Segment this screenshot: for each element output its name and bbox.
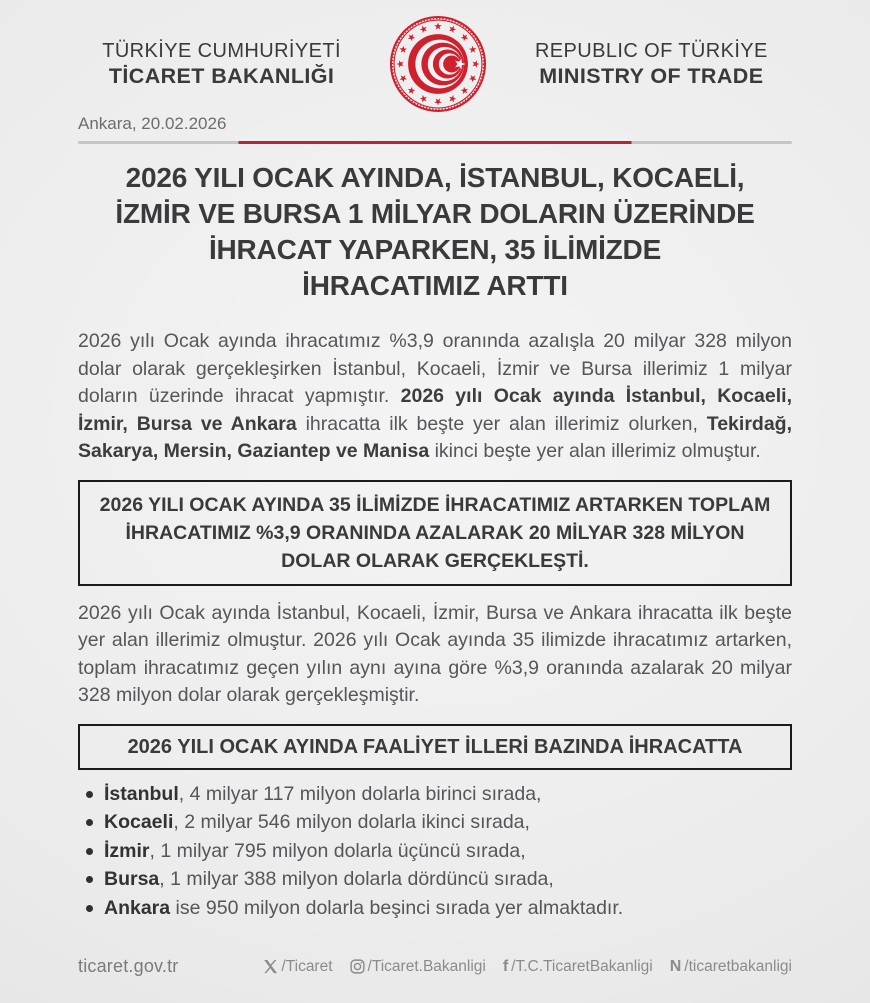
dateline: Ankara, 20.02.2026 [78, 114, 227, 133]
social-handle: /ticaretbakanligi [684, 957, 792, 975]
headline-line-1: 2026 YILI OCAK AYINDA, İSTANBUL, KOCAELİ, [125, 162, 745, 193]
paragraph-2: 2026 yılı Ocak ayında İstanbul, Kocaeli, İzmir, Bursa ve Ankara ihracatta ilk beşte yer alan illerimiz olmuştur. 2026 yılı Ocak ayında 35 ilimizde ihracatımız artarken, toplam ihracatımız geçen yılın aynı ayına göre %3,9 oranında azalarak 20 milyar 328 milyon dolar olarak gerçekleşmiştir. [78, 601, 792, 706]
city-detail: , 4 milyar 117 milyon dolarla birinci sırada, [178, 782, 542, 805]
org-name-english [535, 39, 768, 90]
nsosyal-icon: N [669, 957, 682, 975]
list-item-bursa [78, 865, 792, 894]
org-line-country-tr: TÜRKİYE CUMHURİYETİ [102, 39, 341, 62]
page-title [78, 160, 792, 304]
city-detail: , 1 milyar 388 milyon dolarla dördüncü sırada, [159, 868, 554, 890]
social-link-instagram[interactable] [350, 958, 486, 976]
tricolor-divider [78, 141, 792, 144]
social-link-nsosyal[interactable] [670, 958, 792, 976]
social-links [263, 958, 792, 976]
social-link-x[interactable] [263, 958, 332, 976]
instagram-icon [350, 959, 365, 974]
headline-line-3: İHRACAT YAPARKEN, 35 İLİMİZDE [208, 234, 662, 265]
paragraph-1-bold-cities-2: Tekirdağ, Sakarya, Mersin, Gaziantep ve Manisa [78, 412, 792, 462]
website-link[interactable]: ticaret.gov.tr [78, 956, 179, 976]
headline-line-4: İHRACATIMIZ ARTTI [302, 270, 568, 301]
city-detail: , 2 milyar 546 milyon dolarla ikinci sırada, [173, 811, 530, 833]
list-item-kocaeli [78, 808, 792, 837]
paragraph-1 [78, 328, 792, 466]
social-link-facebook[interactable] [503, 958, 653, 976]
paragraph-1-text: 2026 yılı Ocak ayında ihracatımız %3,9 oranında azalışla 20 milyar 328 milyon dolar olarak gerçekleşirken İstanbul, Kocaeli, İzmir ve Bursa illerimiz 1 milyar doların üzerinde ihracat yapmıştır. [78, 330, 792, 407]
highlight-box-section-title: 2026 YILI OCAK AYINDA FAALİYET İLLERİ BAZINDA İHRACATTA [78, 724, 792, 770]
facebook-icon: f [502, 957, 509, 975]
city-name: Kocaeli [104, 811, 174, 833]
city-name: Ankara [104, 896, 171, 919]
list-item-ankara [78, 894, 792, 923]
ministry-of-trade-emblem-icon [385, 11, 491, 117]
social-handle: /T.C.TicaretBakanligi [511, 957, 653, 975]
list-item-izmir [78, 837, 792, 866]
paragraph-1-text-3: ikinci beşte yer alan illerimiz olmuştur. [429, 440, 761, 462]
org-line-ministry-en: MINISTRY OF TRADE [539, 64, 764, 89]
city-name: İstanbul [104, 782, 179, 805]
headline-line-2: İZMİR VE BURSA 1 MİLYAR DOLARIN ÜZERİNDE [115, 198, 755, 229]
masthead [78, 0, 792, 112]
city-name: İzmir [104, 839, 150, 862]
paragraph-1-bold-cities: 2026 yılı Ocak ayında İstanbul, Kocaeli, İzmir, Bursa ve Ankara [78, 385, 792, 435]
list-item-istanbul [78, 780, 792, 809]
org-line-country-en: REPUBLIC OF TÜRKİYE [534, 39, 768, 62]
social-handle: /Ticaret.Bakanligi [367, 957, 486, 975]
city-export-list [78, 780, 792, 923]
org-name-turkish [102, 39, 341, 90]
city-name: Bursa [104, 868, 160, 890]
social-handle: /Ticaret [281, 957, 333, 975]
city-detail: , 1 milyar 795 milyon dolarla üçüncü sırada, [149, 839, 526, 862]
x-icon [263, 959, 278, 974]
org-line-ministry-tr: TİCARET BAKANLIĞI [108, 64, 335, 89]
paragraph-1-text-2: ihracatta ilk beşte yer alan illerimiz olurken, [296, 412, 707, 435]
highlight-box-summary: 2026 YILI OCAK AYINDA 35 İLİMİZDE İHRACATIMIZ ARTARKEN TOPLAM İHRACATIMIZ %3,9 ORANINDA AZALARAK 20 MİLYAR 328 MİLYON DOLAR OLARAK GERÇEKLEŞTİ. [78, 480, 792, 586]
city-detail: ise 950 milyon dolarla beşinci sırada yer almaktadır. [170, 896, 624, 919]
footer [78, 956, 792, 977]
